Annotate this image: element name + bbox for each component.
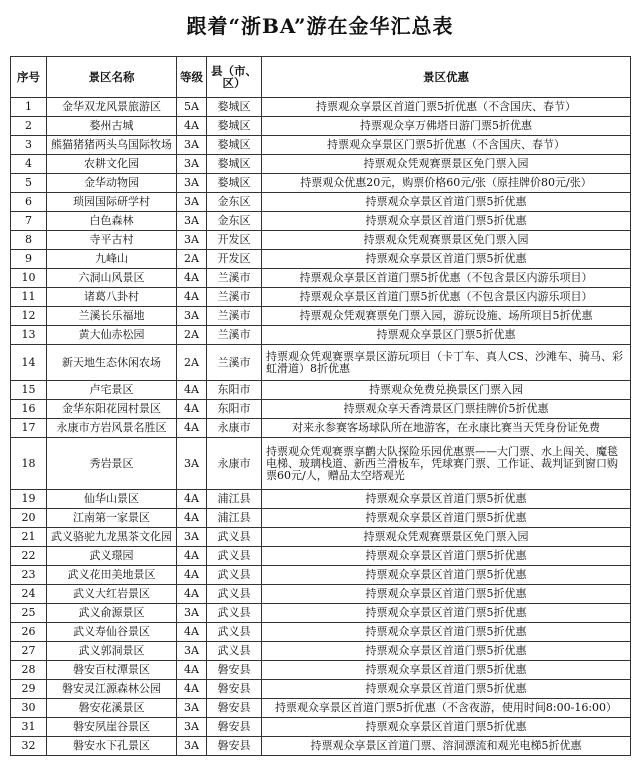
row-county: 武义县 [207, 623, 262, 642]
row-name: 熊猫猪猪两头乌国际牧场 [47, 136, 177, 155]
table-row [11, 623, 631, 642]
row-name: 白色森林 [47, 212, 177, 231]
row-grade: 3A [177, 438, 207, 490]
row-grade: 4A [177, 547, 207, 566]
row-grade: 3A [177, 604, 207, 623]
row-county: 兰溪市 [207, 288, 262, 307]
row-offer: 持票观众享景区首道门票5折优惠 [262, 661, 631, 680]
row-offer: 持票观众享天香湾景区门票挂牌价5折优惠 [262, 400, 631, 419]
row-no: 6 [11, 193, 47, 212]
row-grade: 2A [177, 326, 207, 345]
row-offer: 持票观众享景区首道门票5折优惠 [262, 566, 631, 585]
row-county: 兰溪市 [207, 307, 262, 326]
row-grade: 3A [177, 174, 207, 193]
row-name: 江南第一家景区 [47, 509, 177, 528]
row-county: 武义县 [207, 528, 262, 547]
header-no: 序号 [11, 57, 47, 98]
row-no: 24 [11, 585, 47, 604]
row-name: 永康市方岩风景名胜区 [47, 419, 177, 438]
row-offer: 持票观众凭观赛票景区免门票入园 [262, 155, 631, 174]
table-row [11, 438, 631, 490]
row-offer: 持票观众凭观赛票景区免门票入园 [262, 528, 631, 547]
row-no: 4 [11, 155, 47, 174]
row-no: 10 [11, 269, 47, 288]
row-grade: 3A [177, 307, 207, 326]
row-offer: 持票观众享景区首道门票5折优惠 [262, 623, 631, 642]
table-row [11, 699, 631, 718]
row-name: 黄大仙赤松园 [47, 326, 177, 345]
row-county: 兰溪市 [207, 326, 262, 345]
row-no: 29 [11, 680, 47, 699]
table-row [11, 680, 631, 699]
row-offer: 持票观众凭观赛票免门票入园，游玩设施、场所项目5折优惠 [262, 307, 631, 326]
row-offer: 持票观众享景区首道门票5折优惠（不含夜游，使用时间8:00-16:00） [262, 699, 631, 718]
table-row [11, 585, 631, 604]
row-county: 婺城区 [207, 136, 262, 155]
row-name: 九峰山 [47, 250, 177, 269]
table-row [11, 509, 631, 528]
row-county: 永康市 [207, 419, 262, 438]
row-no: 1 [11, 98, 47, 117]
row-grade: 3A [177, 528, 207, 547]
row-no: 8 [11, 231, 47, 250]
row-offer: 持票观众享景区门票5折优惠（不含国庆、春节） [262, 136, 631, 155]
header-grade: 等级 [177, 57, 207, 98]
row-name: 武义俞源景区 [47, 604, 177, 623]
table-row [11, 269, 631, 288]
row-name: 诸葛八卦村 [47, 288, 177, 307]
table-row [11, 547, 631, 566]
row-grade: 4A [177, 661, 207, 680]
row-offer: 持票观众凭观赛票景区免门票入园 [262, 231, 631, 250]
row-county: 东阳市 [207, 381, 262, 400]
row-offer: 持票观众凭观赛票享景区游玩项目（卡丁车、真人CS、沙滩车、骑马、彩虹滑道）8折优惠 [262, 345, 631, 381]
row-grade: 3A [177, 642, 207, 661]
row-grade: 5A [177, 98, 207, 117]
row-name: 新天地生态休闲农场 [47, 345, 177, 381]
row-no: 3 [11, 136, 47, 155]
row-grade: 4A [177, 269, 207, 288]
table-row [11, 98, 631, 117]
table-row [11, 231, 631, 250]
table-row [11, 212, 631, 231]
row-no: 15 [11, 381, 47, 400]
row-grade: 4A [177, 381, 207, 400]
table-row [11, 642, 631, 661]
row-offer: 持票观众享景区门票5折优惠 [262, 326, 631, 345]
table-row [11, 566, 631, 585]
row-offer: 持票观众享景区首道门票5折优惠 [262, 509, 631, 528]
row-name: 磐安花溪景区 [47, 699, 177, 718]
row-grade: 4A [177, 566, 207, 585]
row-name: 武义郭洞景区 [47, 642, 177, 661]
row-county: 磐安县 [207, 737, 262, 756]
row-grade: 4A [177, 117, 207, 136]
row-grade: 4A [177, 680, 207, 699]
row-no: 13 [11, 326, 47, 345]
row-grade: 3A [177, 699, 207, 718]
row-offer: 持票观众享景区首道门票5折优惠 [262, 680, 631, 699]
row-no: 21 [11, 528, 47, 547]
row-offer: 对来永参赛客场球队所在地游客，在永康比赛当天凭身份证免费 [262, 419, 631, 438]
row-offer: 持票观众享景区首道门票5折优惠 [262, 585, 631, 604]
row-no: 7 [11, 212, 47, 231]
row-offer: 持票观众凭观赛票享鹳大队探险乐园优惠票——大门票、水上闯关、魔毯电梯、玻璃栈道、新西兰滑板车，凭球赛门票、工作证、裁判证到窗口购票60元/人，赠品太空塔观光 [262, 438, 631, 490]
row-county: 开发区 [207, 250, 262, 269]
row-name: 六洞山风景区 [47, 269, 177, 288]
table-row [11, 193, 631, 212]
row-offer: 持票观众享景区首道门票5折优惠 [262, 604, 631, 623]
row-offer: 持票观众享景区首道门票5折优惠（不包含景区内游乐项目） [262, 288, 631, 307]
row-grade: 4A [177, 490, 207, 509]
row-name: 武义寿仙谷景区 [47, 623, 177, 642]
row-offer: 持票观众享万佛塔日游门票5折优惠 [262, 117, 631, 136]
row-grade: 4A [177, 509, 207, 528]
table-row [11, 288, 631, 307]
table-row [11, 174, 631, 193]
row-grade: 4A [177, 585, 207, 604]
row-name: 仙华山景区 [47, 490, 177, 509]
table-row [11, 326, 631, 345]
row-county: 婺城区 [207, 155, 262, 174]
row-county: 武义县 [207, 604, 262, 623]
row-no: 30 [11, 699, 47, 718]
table-row [11, 400, 631, 419]
table-row [11, 737, 631, 756]
row-offer: 持票观众享景区首道门票5折优惠 [262, 642, 631, 661]
row-no: 32 [11, 737, 47, 756]
table-row [11, 307, 631, 326]
row-grade: 3A [177, 136, 207, 155]
row-county: 武义县 [207, 585, 262, 604]
row-county: 金东区 [207, 212, 262, 231]
table-row [11, 250, 631, 269]
row-county: 婺城区 [207, 117, 262, 136]
row-no: 23 [11, 566, 47, 585]
row-county: 金东区 [207, 193, 262, 212]
row-grade: 2A [177, 345, 207, 381]
header-county: 县（市、区） [207, 57, 262, 98]
table-header-row [11, 57, 631, 98]
row-name: 秀岩景区 [47, 438, 177, 490]
row-county: 兰溪市 [207, 345, 262, 381]
row-offer: 持票观众享景区首道门票5折优惠 [262, 718, 631, 737]
row-grade: 3A [177, 231, 207, 250]
row-no: 14 [11, 345, 47, 381]
row-name: 金华东阳花园村景区 [47, 400, 177, 419]
row-name: 金华双龙风景旅游区 [47, 98, 177, 117]
row-county: 武义县 [207, 642, 262, 661]
table-row [11, 381, 631, 400]
row-name: 农耕文化园 [47, 155, 177, 174]
header-name: 景区名称 [47, 57, 177, 98]
row-no: 12 [11, 307, 47, 326]
row-no: 5 [11, 174, 47, 193]
row-no: 31 [11, 718, 47, 737]
table-row [11, 155, 631, 174]
row-county: 婺城区 [207, 174, 262, 193]
row-county: 磐安县 [207, 661, 262, 680]
row-county: 兰溪市 [207, 269, 262, 288]
row-grade: 3A [177, 718, 207, 737]
row-grade: 3A [177, 193, 207, 212]
row-county: 永康市 [207, 438, 262, 490]
row-name: 兰溪长乐福地 [47, 307, 177, 326]
row-grade: 2A [177, 250, 207, 269]
page-title: 跟着“浙BA”游在金华汇总表 [186, 14, 454, 38]
table-row [11, 136, 631, 155]
row-no: 27 [11, 642, 47, 661]
row-grade: 3A [177, 212, 207, 231]
table-row [11, 661, 631, 680]
row-offer: 持票观众享景区首道门票5折优惠（不含国庆、春节） [262, 98, 631, 117]
row-no: 17 [11, 419, 47, 438]
row-grade: 4A [177, 288, 207, 307]
row-no: 2 [11, 117, 47, 136]
row-no: 16 [11, 400, 47, 419]
row-name: 磐安水下孔景区 [47, 737, 177, 756]
row-no: 25 [11, 604, 47, 623]
row-grade: 4A [177, 623, 207, 642]
row-name: 武义璟园 [47, 547, 177, 566]
row-name: 磐安百杖潭景区 [47, 661, 177, 680]
row-grade: 4A [177, 400, 207, 419]
row-offer: 持票观众享景区首道门票5折优惠 [262, 212, 631, 231]
row-offer: 持票观众享景区首道门票5折优惠（不包含景区内游乐项目） [262, 269, 631, 288]
row-county: 武义县 [207, 566, 262, 585]
row-offer: 持票观众免费兑换景区门票入园 [262, 381, 631, 400]
table-row [11, 490, 631, 509]
scenic-discount-table [10, 56, 631, 756]
row-name: 武义骆驼九龙黑茶文化园 [47, 528, 177, 547]
row-county: 武义县 [207, 547, 262, 566]
row-offer: 持票观众优惠20元，购票价格60元/张（原挂牌价80元/张） [262, 174, 631, 193]
row-grade: 4A [177, 419, 207, 438]
row-name: 金华动物园 [47, 174, 177, 193]
row-no: 20 [11, 509, 47, 528]
row-offer: 持票观众享景区首道门票5折优惠 [262, 250, 631, 269]
row-name: 武义大红岩景区 [47, 585, 177, 604]
row-name: 卢宅景区 [47, 381, 177, 400]
row-county: 东阳市 [207, 400, 262, 419]
row-county: 婺城区 [207, 98, 262, 117]
row-no: 11 [11, 288, 47, 307]
header-offer: 景区优惠 [262, 57, 631, 98]
row-no: 18 [11, 438, 47, 490]
row-no: 9 [11, 250, 47, 269]
row-no: 28 [11, 661, 47, 680]
row-grade: 3A [177, 155, 207, 174]
table-row [11, 117, 631, 136]
row-no: 19 [11, 490, 47, 509]
row-name: 琐园国际研学村 [47, 193, 177, 212]
row-name: 武义花田美地景区 [47, 566, 177, 585]
row-grade: 3A [177, 737, 207, 756]
row-no: 26 [11, 623, 47, 642]
row-offer: 持票观众享景区首道门票、溶洞漂流和观光电梯5折优惠 [262, 737, 631, 756]
row-offer: 持票观众享景区首道门票5折优惠 [262, 193, 631, 212]
table-row [11, 528, 631, 547]
row-county: 磐安县 [207, 718, 262, 737]
row-name: 婺州古城 [47, 117, 177, 136]
row-county: 磐安县 [207, 680, 262, 699]
row-no: 22 [11, 547, 47, 566]
row-county: 开发区 [207, 231, 262, 250]
row-county: 磐安县 [207, 699, 262, 718]
row-name: 寺平古村 [47, 231, 177, 250]
row-offer: 持票观众享景区首道门票5折优惠 [262, 490, 631, 509]
table-row [11, 718, 631, 737]
row-name: 磐安灵江源森林公园 [47, 680, 177, 699]
table-body [11, 98, 631, 756]
row-name: 磐安夙崖谷景区 [47, 718, 177, 737]
table-row [11, 345, 631, 381]
table-row [11, 604, 631, 623]
row-county: 浦江县 [207, 509, 262, 528]
row-county: 浦江县 [207, 490, 262, 509]
row-offer: 持票观众享景区首道门票5折优惠 [262, 547, 631, 566]
table-row [11, 419, 631, 438]
